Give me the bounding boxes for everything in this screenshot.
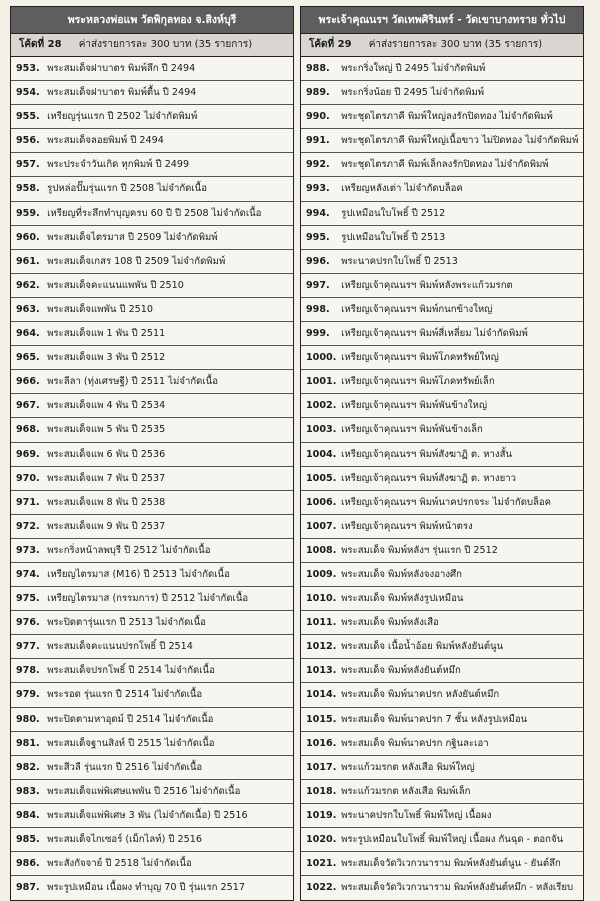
item-text: พระนาคปรกใบโพธิ์ ปี 2513	[341, 255, 458, 267]
item-text: เหรียญหลังเต่า ไม่จำกัดบล็อค	[341, 183, 463, 195]
item-text: พระสีวลี รุ่นแรก ปี 2516 ไม่จำกัดเนื้อ	[47, 761, 203, 773]
item-text: พระสมเด็จ พิมพ์นาคปรก 7 ชั้น หลังรูปเหมือน	[341, 713, 528, 725]
list-item	[301, 177, 583, 201]
item-text: รูปเหมือนใบโพธิ์ ปี 2512	[341, 207, 446, 219]
list-item	[301, 587, 583, 611]
list-item	[301, 491, 583, 515]
item-number: 1016.	[306, 737, 337, 749]
item-text: เหรียญเจ้าคุณนรฯ พิมพ์สี่เหลี่ยม ไม่จำกัดพิมพ์	[341, 328, 528, 340]
item-number: 983.	[16, 785, 40, 797]
item-text: เหรียญเจ้าคุณนรฯ พิมพ์นาคปรกจระ ไม่จำกัดบล็อค	[341, 496, 552, 508]
list-item	[301, 105, 583, 129]
item-text: พระสมเด็จแพ 1 พัน ปี 2511	[47, 328, 166, 340]
list-item	[301, 443, 583, 467]
item-text: พระปิดตามหาอุดม์ ปี 2514 ไม่จำกัดเนื้อ	[47, 713, 214, 725]
item-text: พระกริ่งใหญ่ ปี 2495 ไม่จำกัดพิมพ์	[341, 63, 486, 74]
item-text: พระแก้วมรกต หลังเสือ พิมพ์ใหญ่	[341, 761, 475, 773]
item-number: 963.	[16, 303, 40, 315]
item-text: พระสมเด็จแพ 5 พัน ปี 2535	[47, 424, 166, 436]
item-number: 996.	[306, 255, 330, 267]
item-text: พระสมเด็จฝาบาตร พิมพ์ลึก ปี 2494	[47, 63, 196, 74]
list-item	[11, 177, 293, 201]
item-number: 957.	[16, 159, 40, 171]
list-item	[11, 298, 293, 322]
list-item	[301, 129, 583, 153]
list-item	[11, 153, 293, 177]
item-number: 977.	[16, 641, 40, 653]
item-number: 978.	[16, 665, 40, 677]
list-item	[301, 298, 583, 322]
list-item	[301, 828, 583, 852]
item-number: 959.	[16, 207, 40, 219]
list-item	[301, 515, 583, 539]
list-item	[301, 852, 583, 876]
list-item	[11, 105, 293, 129]
item-number: 990.	[306, 111, 330, 123]
list-item	[11, 226, 293, 250]
item-text: พระสมเด็จแพ 4 พัน ปี 2534	[47, 400, 166, 412]
list-item	[301, 708, 583, 732]
item-number: 1017.	[306, 761, 337, 773]
list-item	[301, 57, 583, 81]
list-item	[301, 804, 583, 828]
item-text: เหรียญเจ้าคุณนรฯ พิมพ์พันข้างใหญ่	[341, 400, 488, 412]
list-item	[11, 250, 293, 274]
item-number: 999.	[306, 328, 330, 340]
list-item	[11, 635, 293, 659]
item-number: 976.	[16, 617, 40, 629]
item-number: 974.	[16, 568, 40, 580]
item-text: พระสมเด็จลอยพิมพ์ ปี 2494	[47, 135, 164, 147]
right-column-title: พระเจ้าคุณนรฯ วัดเทพศิรินทร์ - วัดเขาบางทราย ทั่วไป	[301, 7, 583, 34]
item-number: 956.	[16, 135, 40, 147]
item-text: พระสมเด็จ เนื้อน้ำอ้อย พิมพ์หลังยันต์นูน	[341, 641, 504, 653]
list-item	[11, 563, 293, 587]
list-item	[11, 732, 293, 756]
list-item	[301, 539, 583, 563]
item-text: พระปิดตารุ่นแรก ปี 2513 ไม่จำกัดเนื้อ	[47, 617, 206, 629]
item-text: พระสมเด็จแพพัน ปี 2510	[47, 303, 153, 315]
left-column-title: พระหลวงพ่อแพ วัดพิกุลทอง จ.สิงห์บุรี	[11, 7, 293, 34]
item-number: 966.	[16, 376, 40, 388]
list-item	[11, 491, 293, 515]
item-number: 1010.	[306, 593, 337, 605]
list-item	[11, 322, 293, 346]
list-item	[301, 394, 583, 418]
item-text: เหรียญที่ระลึกทำบุญครบ 60 ปี ปี 2508 ไม่จำกัดเนื้อ	[47, 207, 262, 219]
item-text: เหรียญเจ้าคุณนรฯ พิมพ์สังฆาฏิ ต. หางสั้น	[341, 448, 513, 460]
item-text: พระสมเด็จวัดวิเวกวนาราม พิมพ์หลังยันต์หมึก - หลังเรียบ	[341, 882, 574, 894]
list-item	[11, 370, 293, 394]
item-text: รูปเหมือนใบโพธิ์ ปี 2513	[341, 231, 446, 243]
item-number: 1022.	[306, 882, 337, 894]
item-number: 980.	[16, 713, 40, 725]
item-number: 1006.	[306, 496, 337, 508]
item-text: เหรียญรุ่นแรก ปี 2502 ไม่จำกัดพิมพ์	[47, 111, 198, 123]
list-item	[11, 467, 293, 491]
left-list	[11, 57, 293, 900]
item-text: พระสมเด็จไกเซอร์ (เม็กไลท์) ปี 2516	[47, 834, 202, 845]
item-number: 1011.	[306, 617, 337, 629]
item-text: เหรียญเจ้าคุณนรฯ พิมพ์สังฆาฏิ ต. หางยาว	[341, 472, 516, 484]
item-text: พระรูปเหมือนใบโพธิ์ พิมพ์ใหญ่ เนื้อผง กันฉุด - ตอกจัน	[341, 834, 564, 845]
item-number: 961.	[16, 255, 40, 267]
item-number: 981.	[16, 737, 40, 749]
item-number: 985.	[16, 834, 40, 845]
item-text: พระรอด รุ่นแรก ปี 2514 ไม่จำกัดเนื้อ	[47, 689, 203, 701]
item-number: 1020.	[306, 834, 337, 845]
list-item	[11, 683, 293, 707]
list-item	[301, 780, 583, 804]
item-text: พระสมเด็จเกสร 108 ปี 2509 ไม่จำกัดพิมพ์	[47, 255, 226, 267]
list-item	[11, 756, 293, 780]
right-price: ค่าส่งรายการละ 300 บาท (35 รายการ)	[368, 39, 543, 50]
item-number: 1008.	[306, 544, 337, 556]
item-text: เหรียญไตรมาส (กรรมการ) ปี 2512 ไม่จำกัดเนื้อ	[47, 593, 249, 605]
list-item	[11, 780, 293, 804]
list-item	[11, 828, 293, 852]
item-number: 979.	[16, 689, 40, 701]
item-number: 964.	[16, 328, 40, 340]
item-text: พระสมเด็จคะแนนปรกโพธิ์ ปี 2514	[47, 641, 193, 653]
item-number: 960.	[16, 231, 40, 243]
item-text: พระกริ่งน้อย ปี 2495 ไม่จำกัดพิมพ์	[341, 87, 485, 99]
item-number: 970.	[16, 472, 40, 484]
item-number: 958.	[16, 183, 40, 195]
item-number: 955.	[16, 111, 40, 123]
item-text: รูปหล่อปั๊มรุ่นแรก ปี 2508 ไม่จำกัดเนื้อ	[47, 183, 207, 195]
right-list	[301, 57, 583, 900]
item-text: พระสมเด็จแพ่พิเศษ 3 พัน (ไม่จำกัดเนื้อ) ปี 2516	[47, 809, 248, 821]
item-number: 1015.	[306, 713, 337, 725]
item-number: 1003.	[306, 424, 337, 436]
list-item	[11, 81, 293, 105]
list-item	[11, 129, 293, 153]
item-number: 968.	[16, 424, 40, 436]
item-number: 1005.	[306, 472, 337, 484]
item-text: พระสมเด็จแพ 8 พัน ปี 2538	[47, 496, 166, 508]
list-item	[11, 274, 293, 298]
item-number: 965.	[16, 352, 40, 364]
right-code: โค้ดที่ 29	[309, 39, 352, 50]
item-text: เหรียญไตรมาส (M16) ปี 2513 ไม่จำกัดเนื้อ	[47, 568, 230, 580]
list-item	[301, 563, 583, 587]
list-item	[301, 467, 583, 491]
item-number: 992.	[306, 159, 330, 171]
list-item	[11, 852, 293, 876]
list-item	[11, 443, 293, 467]
item-number: 1018.	[306, 785, 337, 797]
item-number: 962.	[16, 279, 40, 291]
list-item	[301, 659, 583, 683]
right-column-subheader	[301, 34, 583, 57]
item-text: พระชุดไตรภาคี พิมพ์เล็กลงรักปิดทอง ไม่จำกัดพิมพ์	[341, 159, 549, 171]
list-item	[11, 804, 293, 828]
item-text: พระสมเด็จแพ 9 พัน ปี 2537	[47, 520, 166, 532]
item-text: เหรียญเจ้าคุณนรฯ พิมพ์โภคทรัพย์เล็ก	[341, 376, 495, 388]
list-item	[301, 635, 583, 659]
item-number: 994.	[306, 207, 330, 219]
item-number: 1002.	[306, 400, 337, 412]
item-number: 1012.	[306, 641, 337, 653]
item-text: เหรียญเจ้าคุณนรฯ พิมพ์พันข้างเล็ก	[341, 424, 483, 436]
list-item	[11, 708, 293, 732]
list-item	[301, 418, 583, 442]
item-text: พระชุดไตรภาคี พิมพ์ใหญ่เนื้อขาว ไม่ปิดทอง ไม่จำกัดพิมพ์	[341, 135, 579, 147]
list-item	[11, 515, 293, 539]
item-text: พระสมเด็จ พิมพ์หลังจงอางศึก	[341, 568, 462, 580]
item-number: 953.	[16, 63, 40, 74]
item-text: พระชุดไตรภาคี พิมพ์ใหญ่ลงรักปิดทอง ไม่จำกัดพิมพ์	[341, 111, 553, 123]
list-item	[11, 418, 293, 442]
list-item	[301, 346, 583, 370]
item-number: 1009.	[306, 568, 337, 580]
list-item	[11, 587, 293, 611]
item-number: 982.	[16, 761, 40, 773]
item-number: 991.	[306, 135, 330, 147]
item-text: พระสมเด็จแพ่พิเศษแพพัน ปี 2516 ไม่จำกัดเนื้อ	[47, 785, 241, 797]
item-text: พระแก้วมรกต หลังเสือ พิมพ์เล็ก	[341, 785, 471, 797]
list-item	[11, 57, 293, 81]
item-number: 997.	[306, 279, 330, 291]
right-column	[300, 6, 584, 901]
list-item	[301, 611, 583, 635]
item-number: 1014.	[306, 689, 337, 701]
item-number: 995.	[306, 231, 330, 243]
item-number: 987.	[16, 882, 40, 894]
item-text: พระสมเด็จ พิมพ์นาคปรก กฐินละเอา	[341, 737, 489, 749]
list-item	[301, 202, 583, 226]
item-text: พระสมเด็จ พิมพ์หลังยันต์หมึก	[341, 665, 461, 677]
item-number: 971.	[16, 496, 40, 508]
list-item	[11, 394, 293, 418]
item-text: พระสมเด็จคะแนนแพพัน ปี 2510	[47, 279, 184, 291]
item-number: 984.	[16, 809, 40, 821]
list-item	[301, 756, 583, 780]
list-item	[301, 153, 583, 177]
left-price: ค่าส่งรายการละ 300 บาท (35 รายการ)	[78, 39, 253, 50]
list-item	[301, 250, 583, 274]
list-item	[11, 202, 293, 226]
item-number: 967.	[16, 400, 40, 412]
item-number: 969.	[16, 448, 40, 460]
item-text: เหรียญเจ้าคุณนรฯ พิมพ์หน้าตรง	[341, 520, 473, 532]
item-text: พระสมเด็จไตรมาส ปี 2509 ไม่จำกัดพิมพ์	[47, 231, 218, 243]
item-text: พระลีลา (ทุ่งเศรษฐี) ปี 2511 ไม่จำกัดเนื้อ	[47, 376, 218, 388]
list-item	[301, 732, 583, 756]
item-number: 954.	[16, 87, 40, 99]
item-number: 1000.	[306, 352, 337, 364]
list-item	[301, 370, 583, 394]
item-number: 1021.	[306, 858, 337, 870]
list-item	[11, 876, 293, 900]
item-text: พระสมเด็จฐานสิงห์ ปี 2515 ไม่จำกัดเนื้อ	[47, 737, 215, 749]
item-number: 1013.	[306, 665, 337, 677]
item-text: พระสมเด็จ พิมพ์หลังเสือ	[341, 617, 439, 629]
item-number: 972.	[16, 520, 40, 532]
item-number: 1019.	[306, 809, 337, 821]
item-text: พระสมเด็จแพ 7 พัน ปี 2537	[47, 472, 166, 484]
left-code: โค้ดที่ 28	[19, 39, 62, 50]
item-text: พระนาคปรกใบโพธิ์ พิมพ์ใหญ่ เนื้อผง	[341, 809, 492, 821]
item-number: 998.	[306, 303, 330, 315]
list-item	[11, 659, 293, 683]
list-item	[11, 611, 293, 635]
list-item	[301, 81, 583, 105]
item-number: 986.	[16, 858, 40, 870]
list-item	[301, 226, 583, 250]
list-item	[301, 683, 583, 707]
item-text: พระสมเด็จปรกโพธิ์ ปี 2514 ไม่จำกัดเนื้อ	[47, 665, 215, 677]
item-text: เหรียญเจ้าคุณนรฯ พิมพ์โภคทรัพย์ใหญ่	[341, 352, 499, 364]
item-text: พระสมเด็จแพ 6 พัน ปี 2536	[47, 448, 166, 460]
item-text: พระสมเด็จ พิมพ์หลังรูปเหมือน	[341, 593, 464, 605]
item-number: 989.	[306, 87, 330, 99]
list-item	[301, 876, 583, 900]
item-number: 975.	[16, 593, 40, 605]
item-number: 1004.	[306, 448, 337, 460]
list-item	[11, 346, 293, 370]
item-text: พระสมเด็จวัดวิเวกวนาราม พิมพ์หลังยันต์นูน - ยันต์ลึก	[341, 858, 561, 870]
item-text: เหรียญเจ้าคุณนรฯ พิมพ์หลังพระแก้วมรกต	[341, 279, 513, 291]
item-text: พระสมเด็จแพ 3 พัน ปี 2512	[47, 352, 166, 364]
item-text: พระรูปเหมือน เนื้อผง ทำบุญ 70 ปี รุ่นแรก 2517	[47, 882, 245, 894]
item-text: พระสมเด็จ พิมพ์นาคปรก หลังยันต์หมึก	[341, 689, 500, 701]
item-text: เหรียญเจ้าคุณนรฯ พิมพ์กนกข้างใหญ่	[341, 303, 493, 315]
list-item	[301, 274, 583, 298]
item-text: พระประจำวันเกิด ทุกพิมพ์ ปี 2499	[47, 159, 190, 171]
item-text: พระกริ่งหน้าลพบุรี ปี 2512 ไม่จำกัดเนื้อ	[47, 544, 211, 556]
item-number: 1007.	[306, 520, 337, 532]
item-number: 993.	[306, 183, 330, 195]
left-column-subheader	[11, 34, 293, 57]
item-text: พระสังกัจจาย์ ปี 2518 ไม่จำกัดเนื้อ	[47, 858, 192, 870]
item-text: พระสมเด็จ พิมพ์หลังฯ รุ่นแรก ปี 2512	[341, 544, 498, 556]
list-item	[11, 539, 293, 563]
list-item	[301, 322, 583, 346]
item-text: พระสมเด็จฝาบาตร พิมพ์ตื้น ปี 2494	[47, 87, 197, 99]
item-number: 988.	[306, 63, 330, 74]
left-column	[10, 6, 294, 901]
item-number: 973.	[16, 544, 40, 556]
item-number: 1001.	[306, 376, 337, 388]
